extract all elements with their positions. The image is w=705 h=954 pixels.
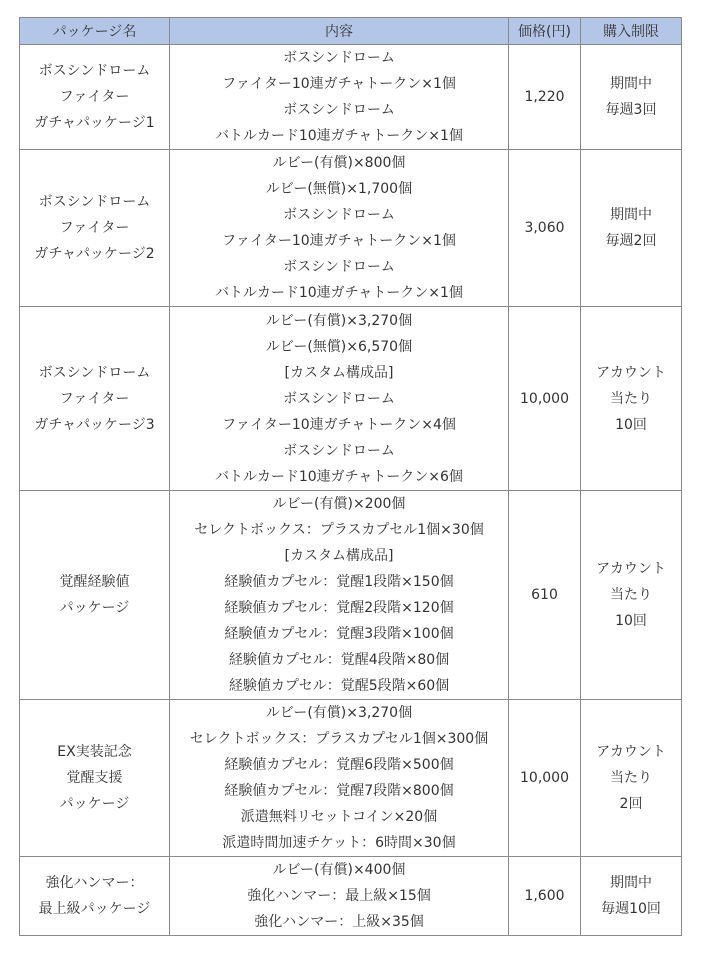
package-name-cell [20, 150, 170, 307]
contents-cell-line: ボスシンドローム [283, 50, 395, 66]
table-row [20, 45, 682, 150]
header-price: 価格(円) [509, 18, 581, 45]
purchase-limit-cell-line: 当たり [610, 770, 652, 786]
header-row [20, 18, 682, 45]
purchase-limit-cell [581, 857, 682, 936]
table-row [20, 857, 682, 936]
contents-cell-line: [カスタム構成品] [284, 548, 394, 564]
contents-cell-line: セレクトボックス：プラスカプセル1個×300個 [189, 731, 489, 747]
package-table [19, 17, 682, 936]
contents-cell-line: 経験値カプセル：覚醒5段階×60個 [228, 678, 450, 694]
package-name-cell [20, 45, 170, 150]
contents-cell-line: ルビー(有償)×400個 [272, 862, 406, 878]
contents-cell [170, 45, 509, 150]
table-row [20, 307, 682, 491]
contents-cell-line: ルビー(無償)×6,570個 [265, 338, 413, 355]
header-contents: 内容 [170, 18, 509, 45]
purchase-limit-cell [581, 45, 682, 150]
purchase-limit-cell [581, 491, 682, 700]
package-name-cell [20, 700, 170, 857]
package-name-cell-line: EX実装記念 [57, 744, 132, 760]
purchase-limit-cell-line: 毎週2回 [605, 233, 657, 249]
contents-cell-line: ファイター10連ガチャトークン×1個 [222, 233, 456, 249]
price-cell: 610 [509, 491, 581, 700]
contents-cell-line: 経験値カプセル：覚醒3段階×100個 [224, 626, 454, 642]
contents-cell-line: [カスタム構成品] [284, 364, 394, 381]
purchase-limit-cell [581, 150, 682, 307]
purchase-limit-cell-line: 10回 [615, 613, 647, 629]
contents-cell-line: 経験値カプセル：覚醒7段階×800個 [224, 783, 454, 799]
package-name-cell-line: ガチャパッケージ1 [34, 115, 155, 131]
contents-cell-line: ルビー(無償)×1,700個 [265, 181, 413, 197]
contents-cell-line: バトルカード10連ガチャトークン×1個 [215, 128, 463, 144]
contents-cell-line: ファイター10連ガチャトークン×1個 [222, 76, 456, 92]
header-package-name: パッケージ名 [20, 18, 170, 45]
contents-cell-line: ボスシンドローム [283, 390, 395, 407]
contents-cell [170, 307, 509, 491]
contents-cell-line: バトルカード10連ガチャトークン×6個 [215, 468, 463, 485]
package-name-cell-line: 覚醒支援 [66, 770, 123, 786]
package-name-cell-line: パッケージ [59, 796, 130, 812]
table-row [20, 150, 682, 307]
contents-cell-line: ルビー(有償)×200個 [272, 496, 406, 512]
contents-cell [170, 491, 509, 700]
price-cell: 3,060 [509, 150, 581, 307]
package-name-cell-line: ファイター [59, 220, 130, 236]
purchase-limit-cell-line: 毎週3回 [605, 102, 657, 118]
package-name-cell-line: ガチャパッケージ3 [34, 416, 155, 433]
contents-cell-line: 経験値カプセル：覚醒2段階×120個 [224, 600, 454, 616]
table-row [20, 491, 682, 700]
package-name-cell-line: ファイター [59, 89, 130, 105]
package-name-cell-line: パッケージ [59, 600, 130, 616]
contents-cell-line: 経験値カプセル：覚醒1段階×150個 [224, 574, 454, 590]
contents-cell-line: ボスシンドローム [283, 259, 395, 275]
contents-cell-line: ボスシンドローム [283, 207, 395, 223]
price-cell: 1,220 [509, 45, 581, 150]
table-row [20, 700, 682, 857]
purchase-limit-cell-line: 当たり [610, 587, 652, 603]
purchase-limit-cell-line: 10回 [615, 416, 647, 433]
purchase-limit-cell-line: アカウント [596, 561, 666, 577]
package-name-cell [20, 857, 170, 936]
contents-cell-line: 派遣時間加速チケット：6時間×30個 [222, 835, 456, 851]
contents-cell-line: ボスシンドローム [283, 442, 395, 459]
contents-cell-line: セレクトボックス：プラスカプセル1個×30個 [194, 522, 484, 538]
purchase-limit-cell [581, 307, 682, 491]
contents-cell [170, 150, 509, 307]
purchase-limit-cell-line: 当たり [610, 390, 652, 407]
contents-cell-line: 経験値カプセル：覚醒4段階×80個 [228, 652, 450, 668]
package-name-cell-line: 覚醒経験値 [59, 574, 130, 590]
contents-cell-line: 強化ハンマー：上級×35個 [254, 914, 424, 930]
contents-cell-line: 派遣無料リセットコイン×20個 [240, 809, 438, 825]
price-cell: 1,600 [509, 857, 581, 936]
purchase-limit-cell-line: 期間中 [610, 207, 652, 223]
purchase-limit-cell [581, 700, 682, 857]
purchase-limit-cell-line: アカウント [596, 364, 666, 381]
contents-cell-line: バトルカード10連ガチャトークン×1個 [215, 285, 463, 301]
package-name-cell [20, 307, 170, 491]
package-name-cell-line: ボスシンドローム [38, 194, 151, 210]
contents-cell-line: ファイター10連ガチャトークン×4個 [222, 416, 456, 433]
package-name-cell-line: ボスシンドローム [38, 364, 151, 381]
contents-cell-line: ルビー(有償)×800個 [272, 155, 406, 171]
purchase-limit-cell-line: 毎週10回 [601, 901, 661, 917]
package-name-cell-line: 最上級パッケージ [38, 901, 151, 917]
package-name-cell [20, 491, 170, 700]
price-cell: 10,000 [509, 700, 581, 857]
header-purchase-limit: 購入制限 [581, 18, 682, 45]
purchase-limit-cell-line: アカウント [596, 744, 666, 760]
contents-cell-line: 強化ハンマー：最上級×15個 [247, 888, 431, 904]
table-body [20, 45, 682, 936]
package-name-cell-line: ガチャパッケージ2 [34, 246, 155, 262]
purchase-limit-cell-line: 期間中 [610, 875, 652, 891]
contents-cell-line: 経験値カプセル：覚醒6段階×500個 [224, 757, 454, 773]
contents-cell-line: ルビー(有償)×3,270個 [265, 312, 413, 329]
purchase-limit-cell-line: 期間中 [610, 76, 652, 92]
package-name-cell-line: ファイター [59, 390, 130, 407]
package-name-cell-line: ボスシンドローム [38, 63, 151, 79]
package-name-cell-line: 強化ハンマー： [45, 875, 144, 891]
contents-cell-line: ボスシンドローム [283, 102, 395, 118]
contents-cell [170, 857, 509, 936]
contents-cell-line: ルビー(有償)×3,270個 [265, 705, 413, 721]
price-cell: 10,000 [509, 307, 581, 491]
contents-cell [170, 700, 509, 857]
purchase-limit-cell-line: 2回 [619, 796, 643, 812]
